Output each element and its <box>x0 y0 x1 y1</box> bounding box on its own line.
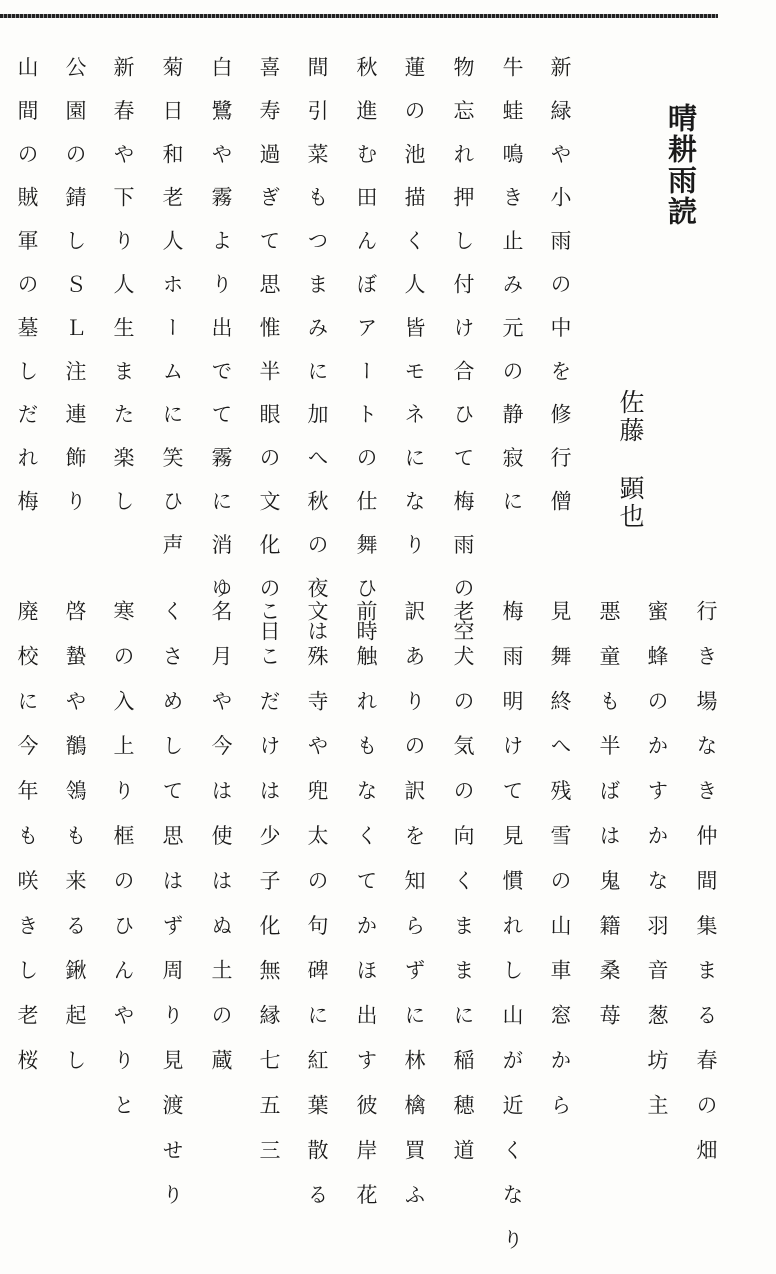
haiku-top-9: 菊日和老人ホームに笑ひ声 <box>160 56 184 577</box>
haiku-bottom-9: 文殊寺や兜太の句碑に紅葉散る <box>305 600 329 1229</box>
haiku-top-2: 牛蛙鳴き止み元の静寂に <box>500 56 524 534</box>
author-given-name: 顕也 <box>616 475 645 531</box>
haiku-top-3: 物忘れ押し付け合ひて梅雨の空 <box>451 56 475 664</box>
author-name <box>618 389 643 531</box>
haiku-bottom-13: 寒の入上り框のひんやりと <box>111 600 135 1139</box>
haiku-top-5: 秋進む田んぼアートの仕舞ひ時 <box>354 56 378 664</box>
top-border-rule <box>0 14 718 18</box>
haiku-top-12: 山間の賊軍の墓しだれ梅 <box>15 56 39 534</box>
haiku-bottom-4: 見舞終へ残雪の山車窓から <box>548 600 572 1139</box>
haiku-top-8: 白鷺や霧より出でて霧に消ゆ <box>209 56 233 621</box>
haiku-bottom-2: 蜜蜂のかすかな羽音葱坊主 <box>645 600 669 1139</box>
haiku-bottom-3: 悪童も半ばは鬼籍桑苺 <box>597 600 621 1049</box>
haiku-bottom-7: 訳ありの訳を知らずに林檎買ふ <box>402 600 426 1229</box>
haiku-bottom-12: くさめして思はず周り見渡せり <box>160 600 184 1229</box>
page-title: 晴耕雨読 <box>664 103 698 227</box>
haiku-bottom-5: 梅雨明けて見慣れし山が近くなり <box>500 600 524 1274</box>
haiku-bottom-11: 名月や今は使はぬ土の蔵 <box>209 600 233 1094</box>
haiku-bottom-15: 廃校に今年も咲きし老桜 <box>15 600 39 1094</box>
haiku-bottom-1: 行き場なき仲間集まる春の畑 <box>694 600 718 1184</box>
author-surname: 佐藤 <box>616 389 645 445</box>
haiku-bottom-14: 啓蟄や鶺鴒も来る鍬起し <box>63 600 87 1094</box>
haiku-top-10: 新春や下り人生また楽し <box>111 56 135 534</box>
haiku-top-6: 間引菜もつまみに加へ秋の夜は <box>305 56 329 664</box>
haiku-bottom-6: 老犬の気の向くままに稲穂道 <box>451 600 475 1184</box>
haiku-top-11: 公園の錆しＳＬ注連飾り <box>63 56 87 534</box>
haiku-top-7: 喜寿過ぎて思惟半眼の文化の日 <box>257 56 281 664</box>
haiku-bottom-8: 前触れもなくてかほ出す彼岸花 <box>354 600 378 1229</box>
haiku-top-4: 蓮の池描く人皆モネになり <box>402 56 426 577</box>
haiku-bottom-10: ここだけは少子化無縁七五三 <box>257 600 281 1184</box>
haiku-top-1: 新緑や小雨の中を修行僧 <box>548 56 572 534</box>
